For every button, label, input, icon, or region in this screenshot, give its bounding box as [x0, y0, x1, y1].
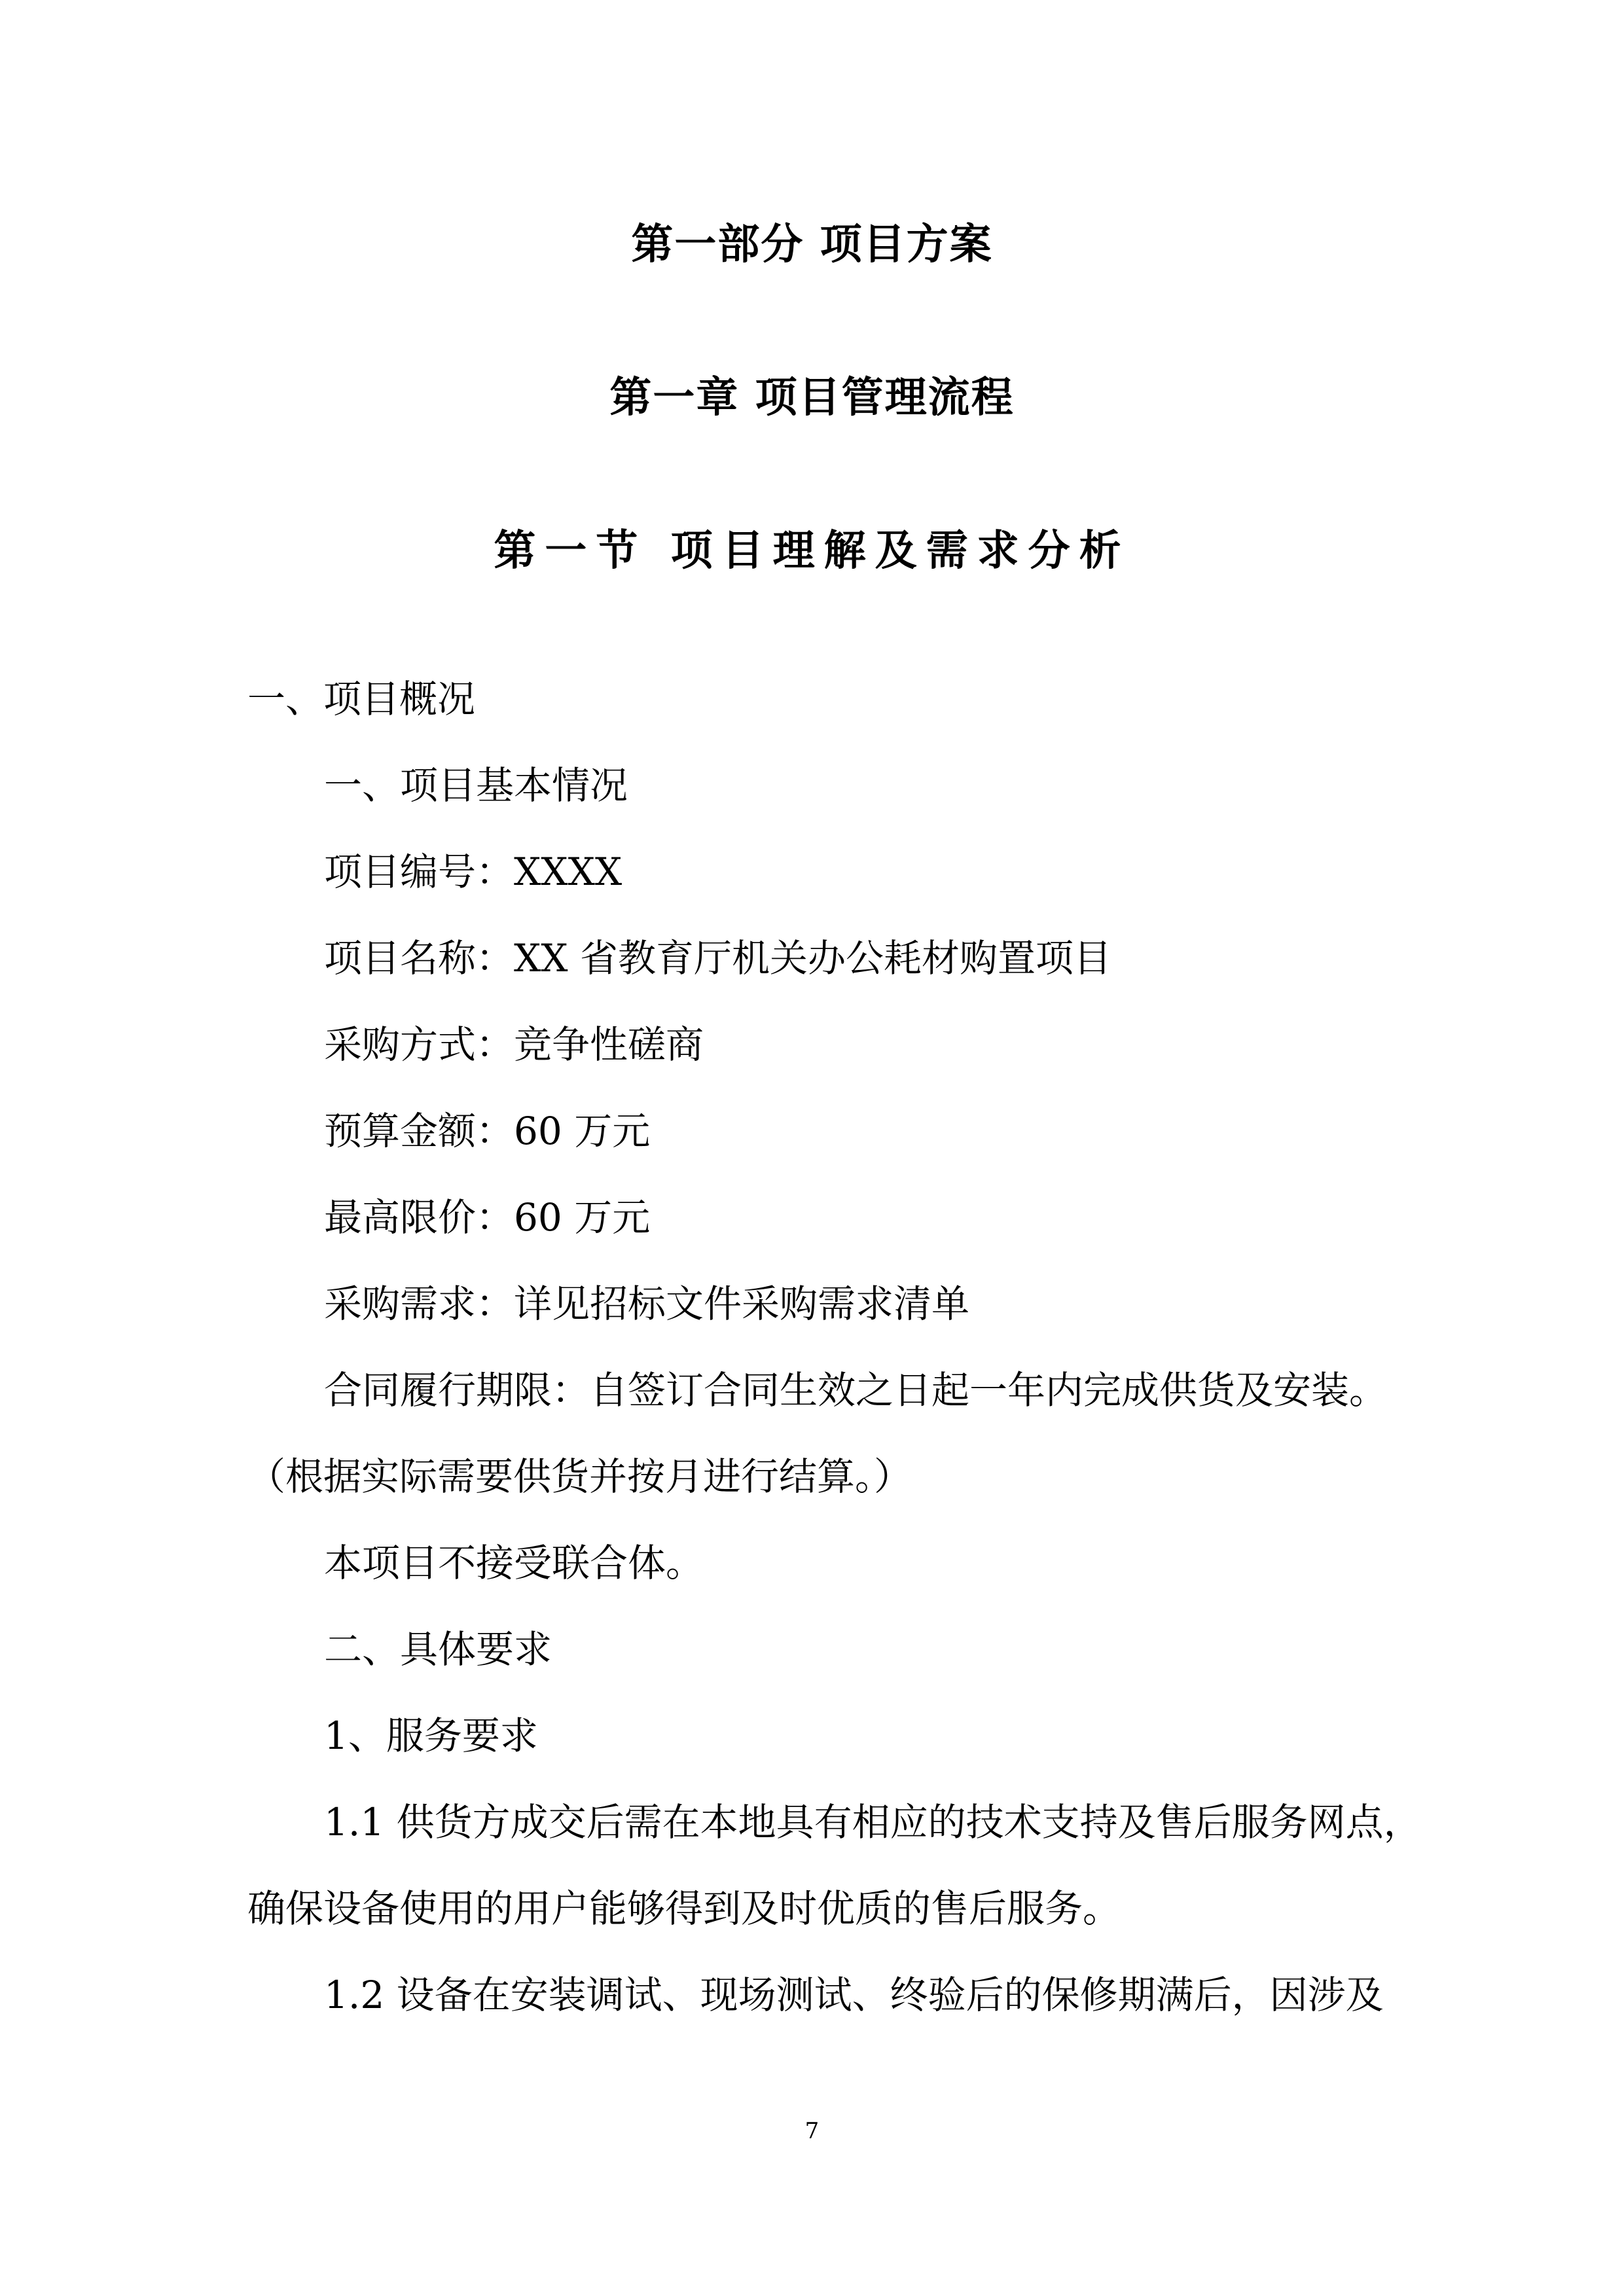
- clause-1-1-continued: 确保设备使用的用户能够得到及时优质的售后服务。: [247, 1886, 1121, 1931]
- budget-amount: 预算金额：60 万元: [324, 1109, 651, 1153]
- subheading-service-requirements: 1、服务要求: [324, 1713, 538, 1758]
- clause-1-1: 1.1 供货方成交后需在本地具有相应的技术支持及售后服务网点，: [324, 1800, 1422, 1844]
- project-name: 项目名称：XX 省教育厅机关办公耗材购置项目: [324, 936, 1112, 980]
- part-title: 第一部分 项目方案: [631, 221, 993, 269]
- procurement-method: 采购方式：竞争性磋商: [324, 1022, 704, 1067]
- procurement-requirement: 采购需求：详见招标文件采购需求清单: [324, 1282, 970, 1326]
- contract-period-note: （根据实际需要供货并按月进行结算。）: [247, 1454, 912, 1499]
- subheading-requirements: 二、具体要求: [324, 1627, 552, 1672]
- section-title: 第一节 项目理解及需求分析: [494, 527, 1130, 575]
- contract-period: 合同履行期限：自签订合同生效之日起一年内完成供货及安装。: [324, 1368, 1388, 1412]
- chapter-title: 第一章 项目管理流程: [609, 374, 1015, 422]
- page-number: 7: [804, 2118, 820, 2144]
- project-number: 项目编号：XXXX: [324, 850, 623, 894]
- clause-1-2: 1.2 设备在安装调试、现场测试、终验后的保修期满后，因涉及: [324, 1973, 1384, 2017]
- no-consortium: 本项目不接受联合体。: [324, 1541, 704, 1585]
- max-price: 最高限价：60 万元: [324, 1195, 651, 1240]
- subheading-basic-info: 一、项目基本情况: [324, 763, 628, 808]
- heading-project-overview: 一、项目概况: [247, 677, 476, 721]
